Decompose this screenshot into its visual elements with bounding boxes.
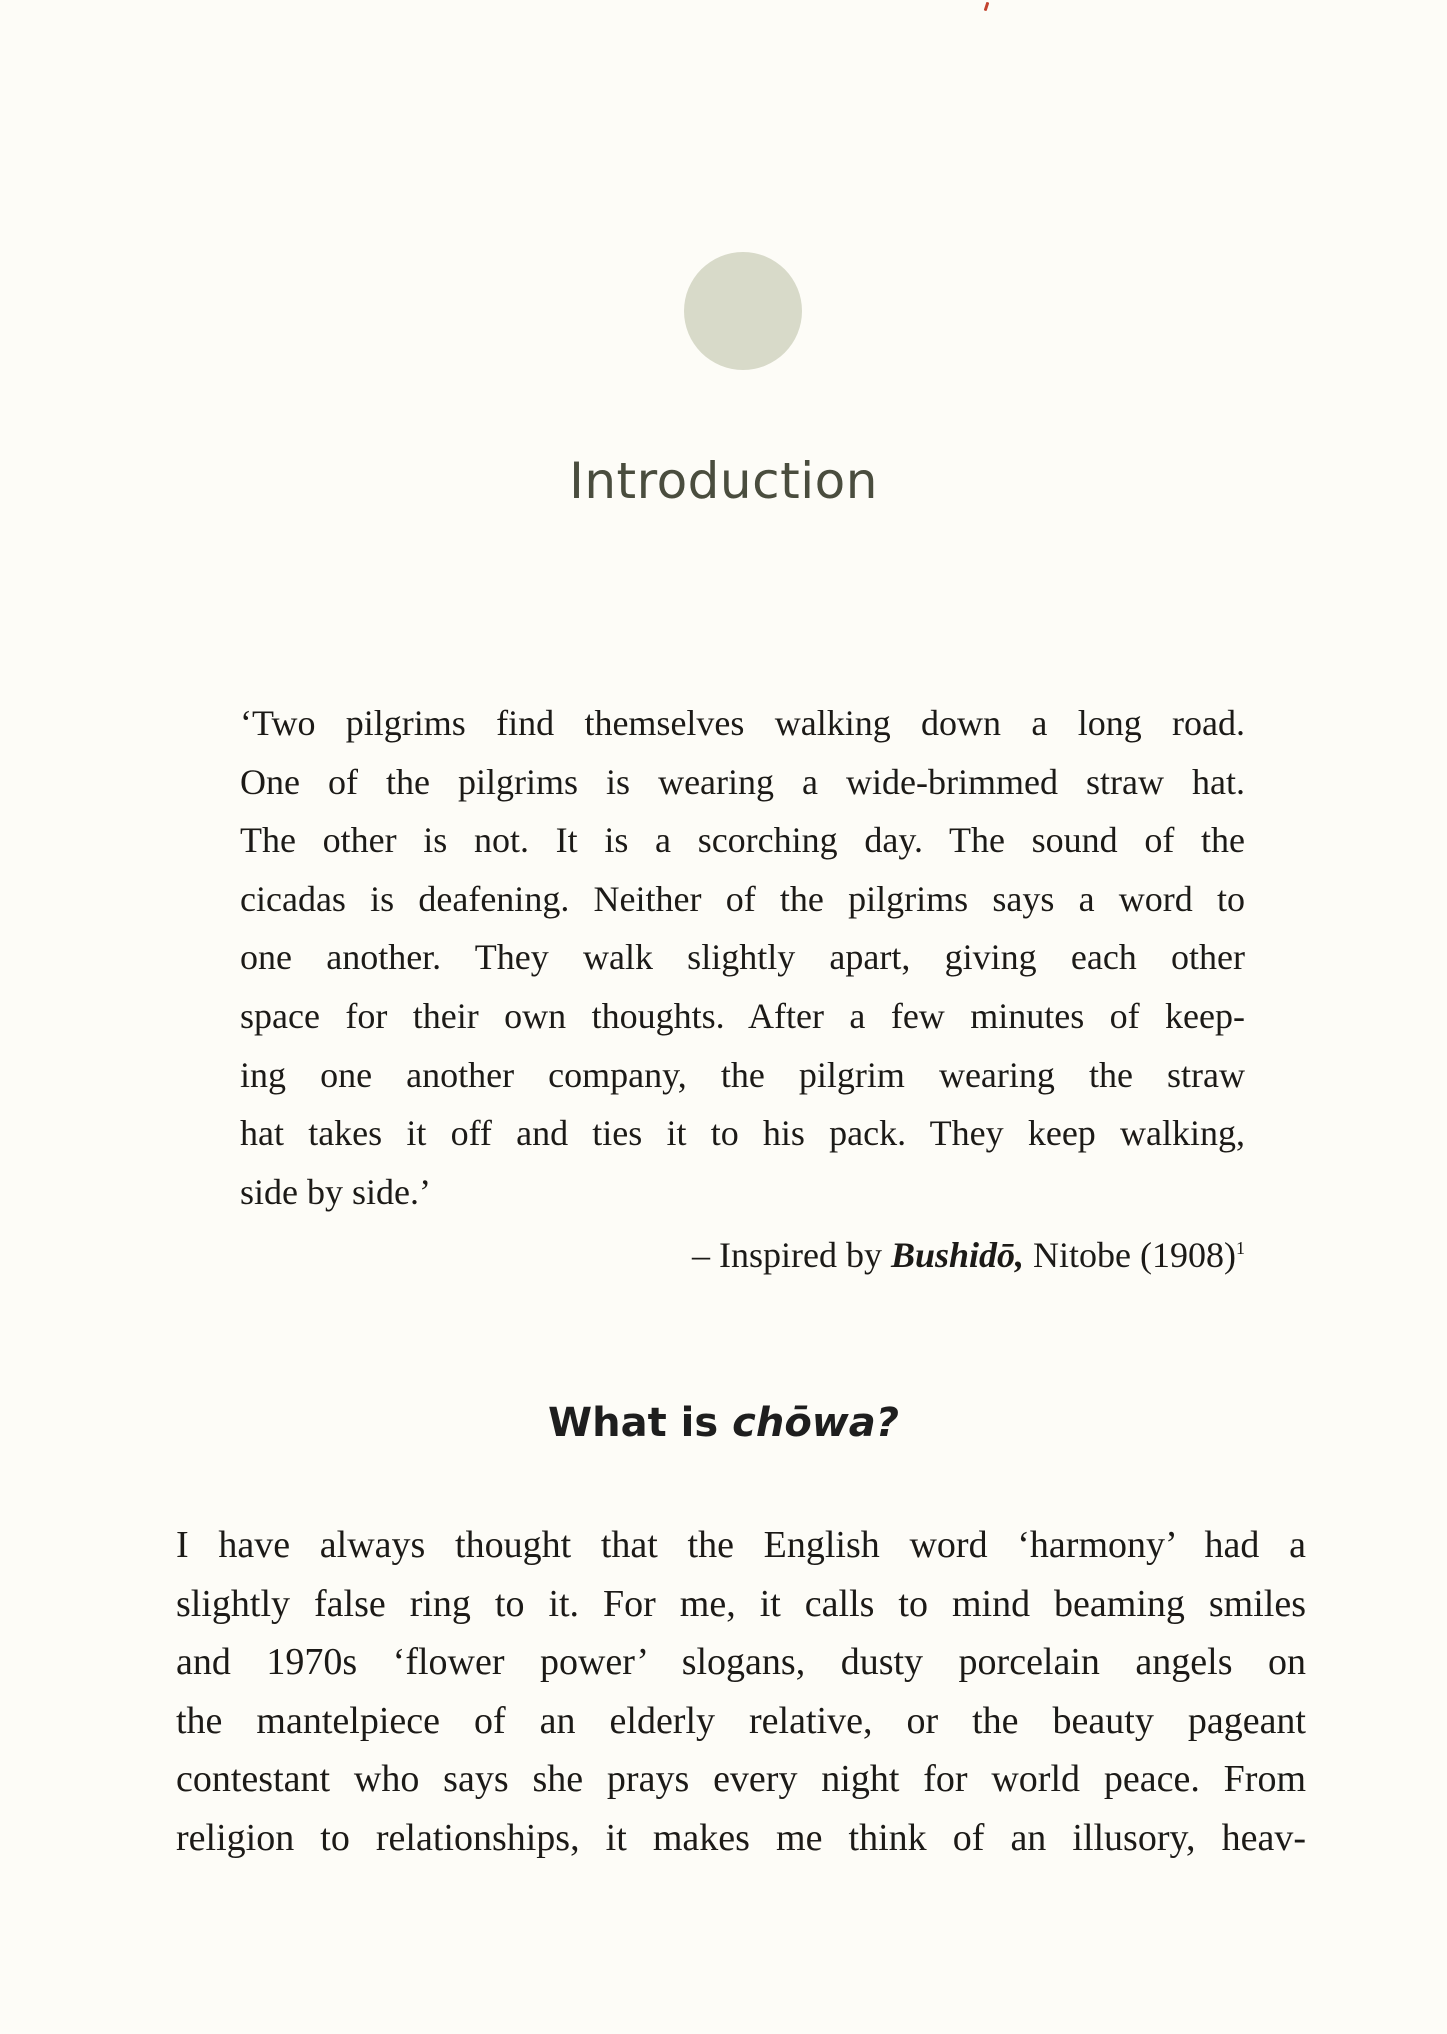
attribution-author: Nitobe (1908) <box>1024 1235 1236 1275</box>
section-heading-term: chōwa? <box>732 1400 899 1446</box>
epigraph-line: side by side.’ <box>240 1171 431 1212</box>
body-line: the mantelpiece of an elderly relative, or the beauty pageant <box>176 1699 1306 1742</box>
body-line: contestant who says she prays every night for world peace. From <box>176 1758 1306 1801</box>
epigraph-line: ‘Two pilgrims find themselves walking down a long road. <box>240 703 1245 743</box>
body-paragraph <box>176 1516 1306 1868</box>
epigraph-line: The other is not. It is a scorching day. The sound of the <box>240 820 1245 861</box>
epigraph-line: One of the pilgrims is wearing a wide-brimmed straw hat. <box>240 761 1245 802</box>
chapter-emblem <box>684 252 802 370</box>
epigraph-line: space for their own thoughts. After a few minutes of keep- <box>240 995 1245 1036</box>
epigraph-line: ing one another company, the pilgrim wearing the straw <box>240 1054 1245 1095</box>
footnote-marker[interactable]: 1 <box>1236 1238 1245 1258</box>
epigraph-attribution <box>240 1226 1245 1284</box>
body-line: I have always thought that the English word ‘harmony’ had a <box>176 1524 1306 1566</box>
section-heading <box>0 1400 1447 1446</box>
body-line: slightly false ring to it. For me, it calls to mind beaming smiles <box>176 1582 1306 1625</box>
body-line: and 1970s ‘flower power’ slogans, dusty porcelain angels on <box>176 1641 1306 1684</box>
epigraph-line: hat takes it off and ties it to his pack. They keep walking, <box>240 1113 1245 1154</box>
body-line: religion to relationships, it makes me think of an illusory, heav- <box>176 1816 1306 1859</box>
epigraph <box>240 694 1245 1221</box>
ink-mark <box>984 2 990 11</box>
chapter-title: Introduction <box>569 452 878 510</box>
attribution-prefix: – Inspired by <box>691 1235 891 1275</box>
section-heading-prefix: What is <box>548 1400 733 1446</box>
epigraph-line: cicadas is deafening. Neither of the pilgrims says a word to <box>240 878 1245 919</box>
attribution-work: Bushidō, <box>890 1235 1025 1275</box>
epigraph-line: one another. They walk slightly apart, giving each other <box>240 937 1245 978</box>
